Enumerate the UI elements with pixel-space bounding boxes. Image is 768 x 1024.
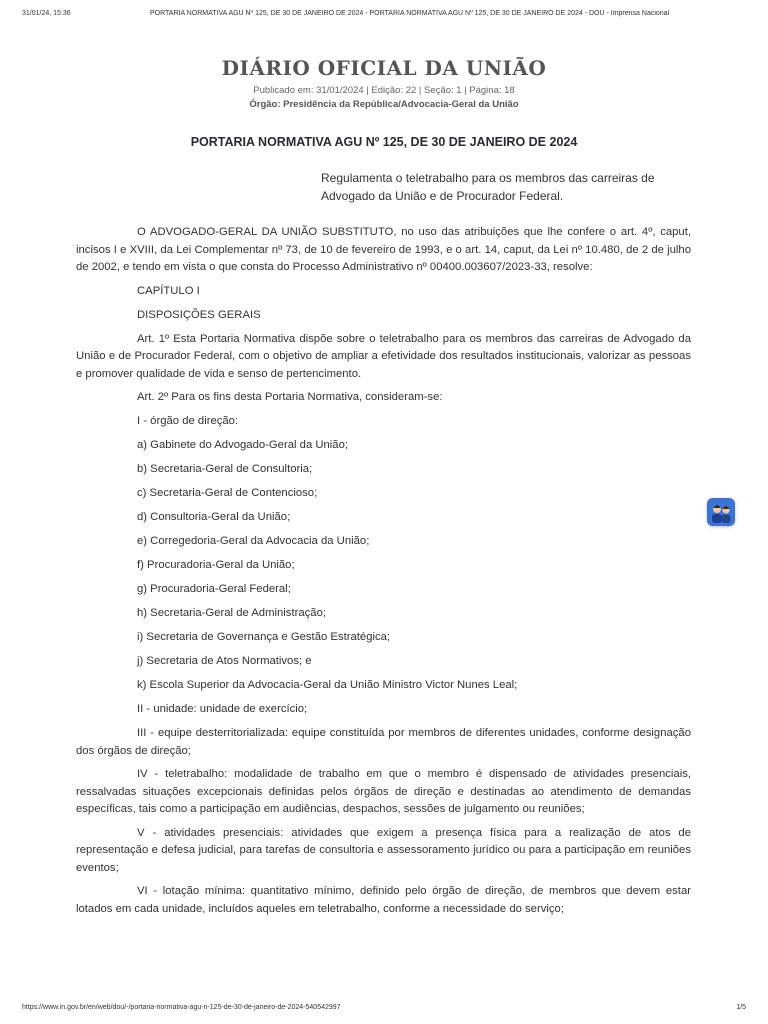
print-page-title: PORTARIA NORMATIVA AGU Nº 125, DE 30 DE JANEIRO DE 2024 - PORTARIA NORMATIVA AGU Nº 125, DE 30 DE JANEIRO DE 2024 - DOU - Imprensa Nacional (150, 10, 670, 17)
list-item: a) Gabinete do Advogado-Geral da União; (137, 439, 349, 451)
list-item: IV - teletrabalho: modalidade de trabalho em que o membro é dispensado de atividades presenciais, ressalvadas situações excepcionais definidas pelos órgãos de direção e destinadas ao atendimento de demandas específicas, tais como a participação em audiências, despachos, sessões de julgamento ou reuniões; (76, 768, 691, 815)
masthead (0, 56, 768, 110)
page-url: https://www.in.gov.br/en/web/dou/-/portaria-normativa-agu-n-125-de-30-de-janeiro-de-2024-540542997 (22, 1004, 341, 1011)
print-footer (0, 1004, 768, 1016)
list-item: d) Consultoria-Geral da União; (137, 511, 291, 523)
publication-info: Publicado em: 31/01/2024 | Edição: 22 | Seção: 1 | Página: 18 (253, 85, 515, 96)
list-item: I - órgão de direção: (137, 415, 239, 427)
chapter-subtitle: DISPOSIÇÕES GERAIS (137, 308, 261, 321)
document-title: PORTARIA NORMATIVA AGU Nº 125, DE 30 DE JANEIRO DE 2024 (190, 135, 578, 149)
list-item: e) Corregedoria-Geral da Advocacia da União; (137, 535, 370, 547)
article-paragraph: Art. 1º Esta Portaria Normativa dispõe sobre o teletrabalho para os membros das carreiras de Advogado da União e de Procurador Federal, com o objetivo de ampliar a efetividade dos resultados institucionais, valorizar as pessoas e promover qualidade de vida e senso de pertencimento. (76, 332, 691, 380)
list-item: k) Escola Superior da Advocacia-Geral da União Ministro Victor Nunes Leal; (137, 679, 518, 691)
list-item: j) Secretaria de Atos Normativos; e (137, 655, 312, 667)
document-body (76, 224, 691, 924)
page-number: 1/5 (736, 1004, 746, 1011)
article-paragraph: Art. 2º Para os fins desta Portaria Normativa, consideram-se: (137, 391, 443, 403)
print-header (0, 10, 768, 22)
orgao-line (0, 99, 768, 110)
list-item: b) Secretaria-Geral de Consultoria; (137, 463, 313, 475)
list-item: II - unidade: unidade de exercício; (137, 703, 308, 715)
chapter-heading: CAPÍTULO I (137, 284, 200, 297)
list-item: g) Procuradoria-Geral Federal; (137, 583, 291, 595)
list-item: III - equipe desterritorializada: equipe constituída por membros de diferentes unidades, conforme designação dos órgãos de direção; (76, 727, 691, 757)
preamble-paragraph: O ADVOGADO-GERAL DA UNIÃO SUBSTITUTO, no uso das atribuições que lhe confere o art. 4º, caput, incisos I e XVIII, da Lei Complementar nº 73, de 10 de fevereiro de 1993, e o art. 14, caput, da Lei nº 10.480, de 2 de julho de 2002, e tendo em vista o que consta do Processo Administrativo nº 00400.003607/2023-33, resolve: (76, 226, 691, 273)
dou-logo-title: DIÁRIO OFICIAL DA UNIÃO (221, 56, 547, 80)
ementa: Regulamenta o teletrabalho para os membros das carreiras de Advogado da União e de Procurador Federal. (321, 171, 655, 203)
list-item: VI - lotação mínima: quantitativo mínimo, definido pelo órgão de direção, de membros que devem estar lotados em cada unidade, incluídos aqueles em teletrabalho, conforme a necessidade do serviço; (76, 885, 691, 915)
list-item: c) Secretaria-Geral de Contencioso; (137, 487, 318, 499)
list-item: h) Secretaria-Geral de Administração; (137, 607, 326, 619)
list-item: f) Procuradoria-Geral da União; (137, 559, 295, 571)
print-datetime: 31/01/24, 15:36 (22, 10, 71, 17)
list-item: V - atividades presenciais: atividades que exigem a presença física para a realização de atos de representação e defesa judicial, para tarefas de consultoria e assessoramento jurídico ou para a participação em reuniões eventos; (76, 826, 691, 874)
orgao-text: Órgão: Presidência da República/Advocacia-Geral da União (249, 99, 519, 110)
list-item: i) Secretaria de Governança e Gestão Estratégica; (137, 631, 391, 643)
chatbot-avatar-icon (707, 498, 735, 526)
chat-assistant-button[interactable] (707, 498, 735, 526)
